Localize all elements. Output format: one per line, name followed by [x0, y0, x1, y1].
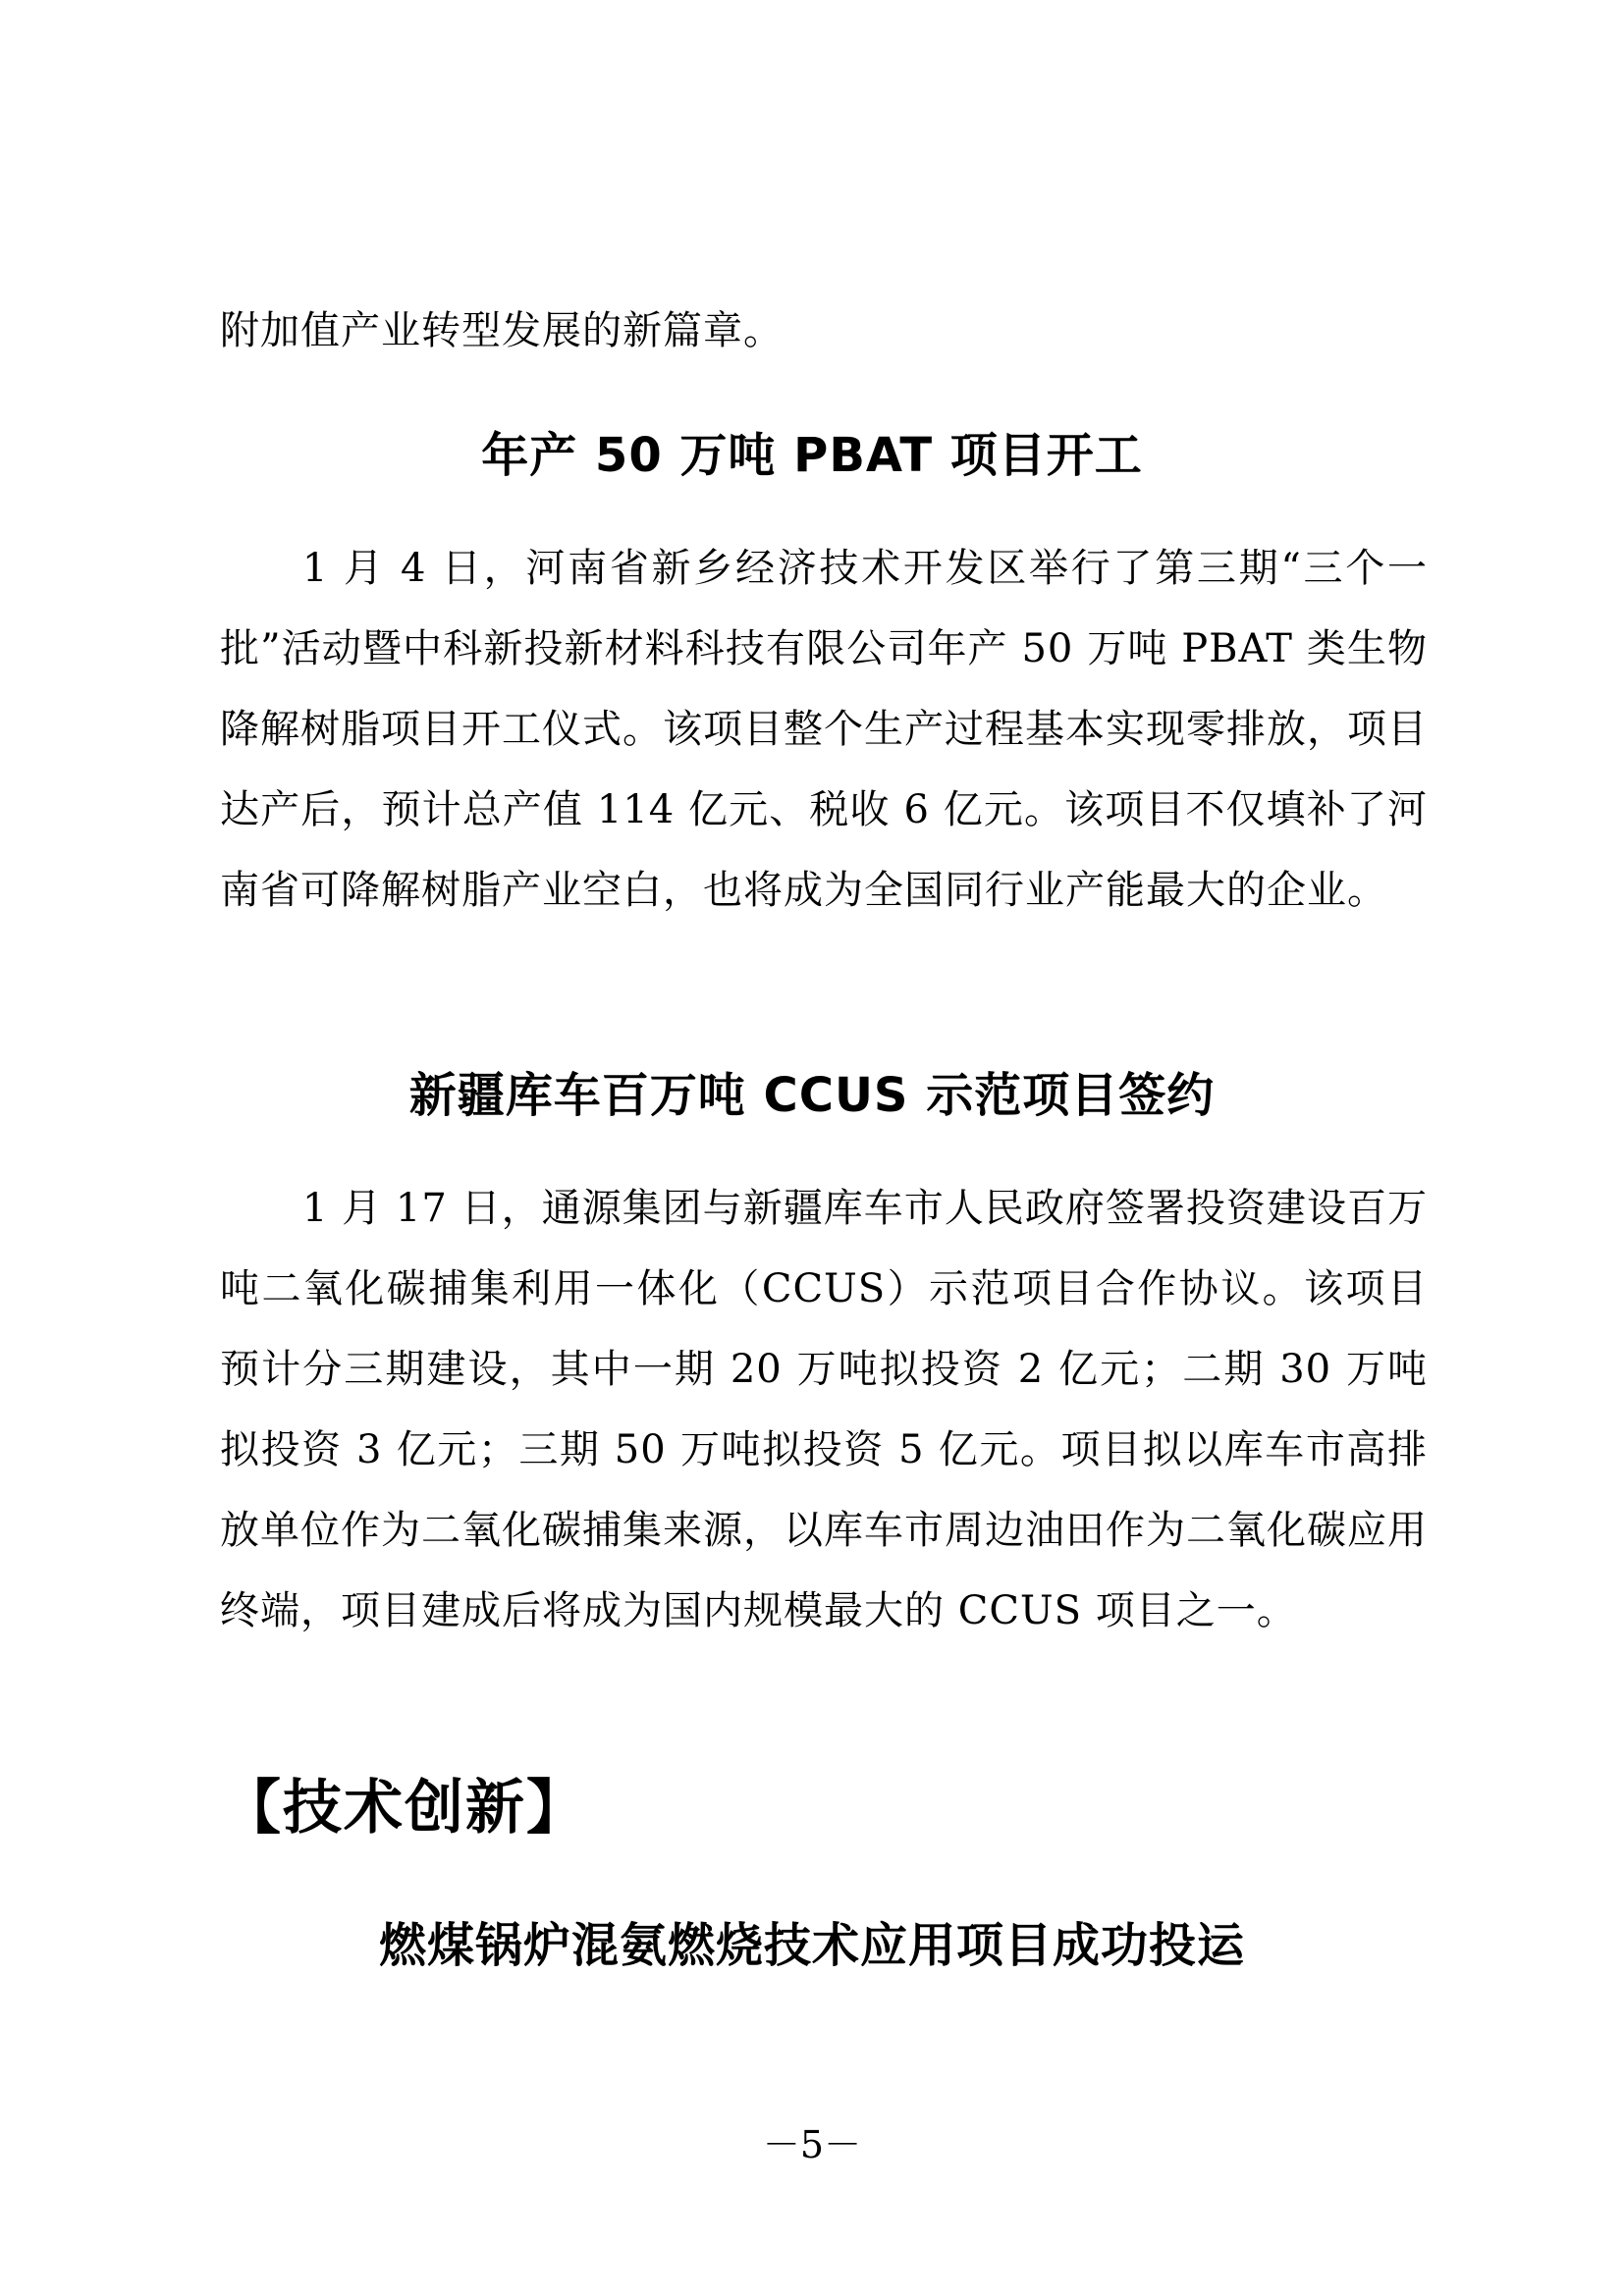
section-title-tech-innovation: 【技术创新】	[222, 1774, 587, 1842]
continuation-paragraph: 附加值产业转型发展的新篇章。	[220, 308, 784, 353]
article-body-pbat: 1 月 4 日，河南省新乡经济技术开发区举行了第三期“三个一批”活动暨中科新投新材料科技有限公司年产 50 万吨 PBAT 类生物降解树脂项目开工仪式。该项目整个生产过程基本实现零排放，项目达产后，预计总产值 114 亿元、税收 6 亿元。该项目不仅填补了河南省可降解树脂产业空白，也将成为全国同行业产能最大的企业。	[220, 546, 1428, 913]
page-number: －5－	[762, 2123, 862, 2166]
article-heading-ammonia: 燃煤锅炉混氨燃烧技术应用项目成功投运	[378, 1918, 1245, 1973]
article-heading-ccus: 新疆库车百万吨 CCUS 示范项目签约	[408, 1068, 1216, 1123]
article-body-ccus: 1 月 17 日，通源集团与新疆库车市人民政府签署投资建设百万吨二氧化碳捕集利用一体化（CCUS）示范项目合作协议。该项目预计分三期建设，其中一期 20 万吨拟投资 2 亿元；二期 30 万吨拟投资 3 亿元；三期 50 万吨拟投资 5 亿元。项目拟以库车市高排放单位作为二氧化碳捕集来源，以库车市周边油田作为二氧化碳应用终端，项目建成后将成为国内规模最大的 CCUS 项目之一。	[220, 1186, 1428, 1633]
article-heading-pbat: 年产 50 万吨 PBAT 项目开工	[481, 428, 1143, 483]
